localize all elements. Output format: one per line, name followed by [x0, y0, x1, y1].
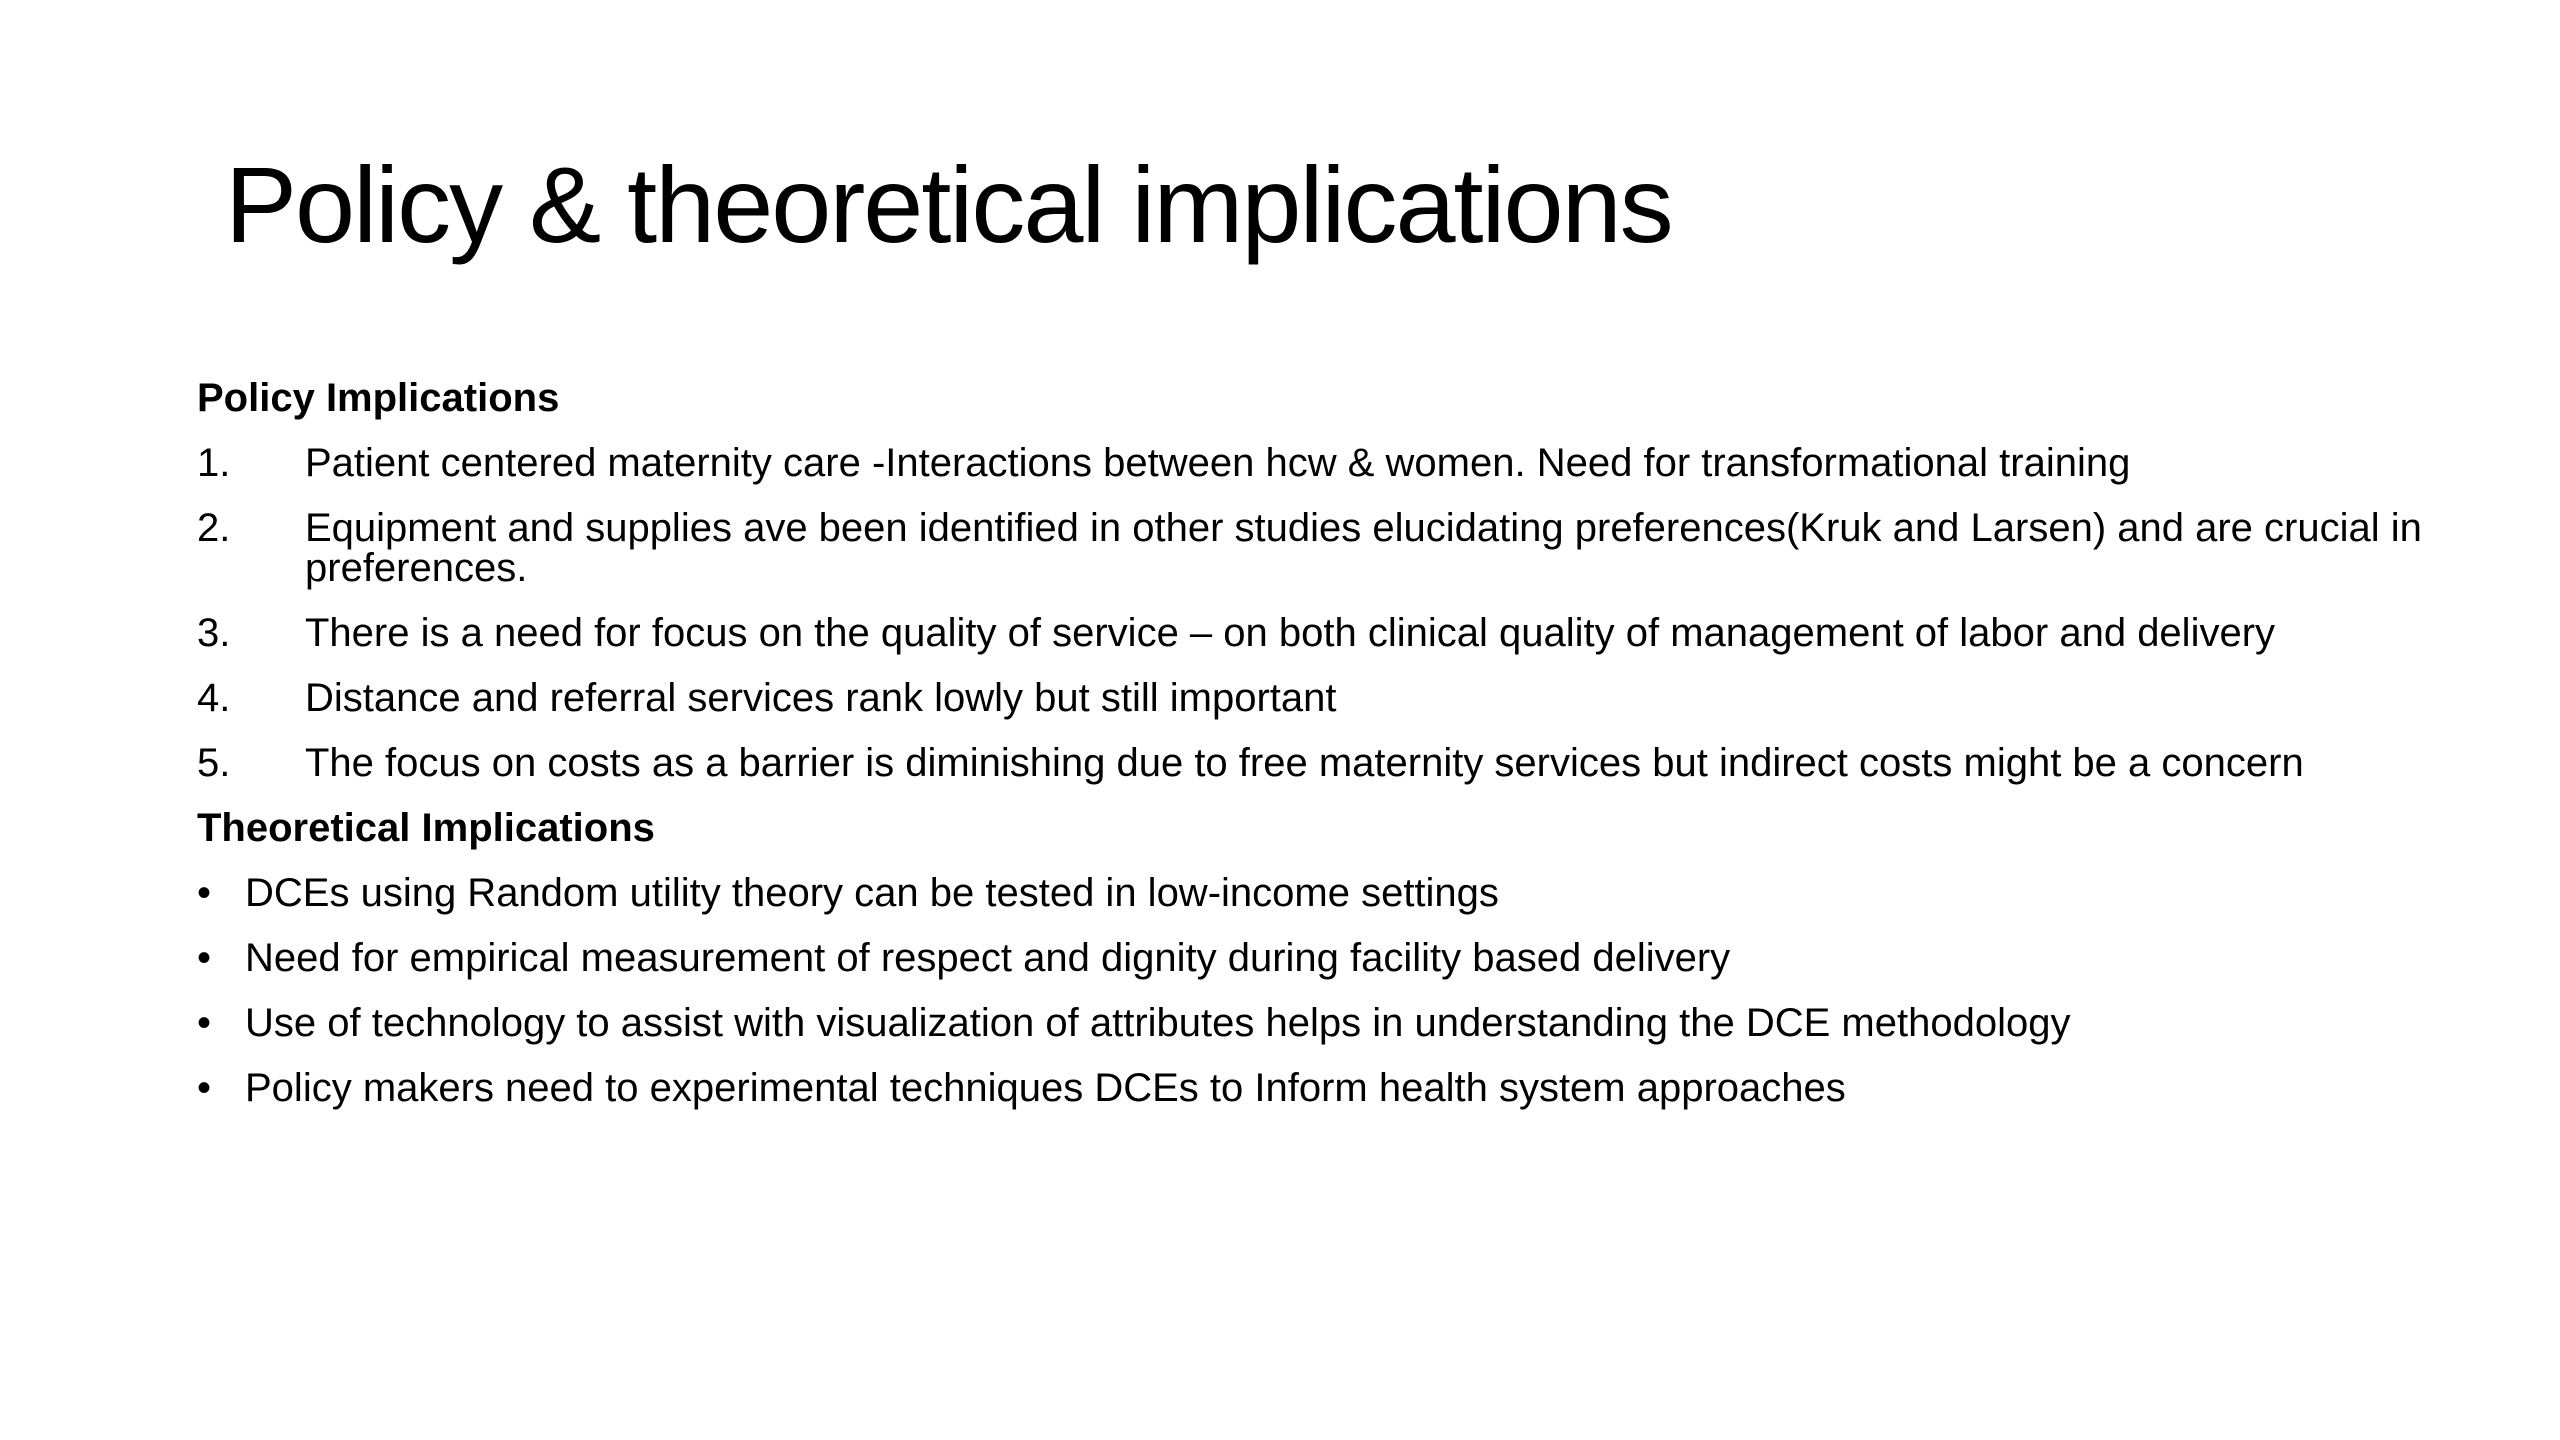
list-item-text: The focus on costs as a barrier is diminishing due to free maternity services but indirect costs might be a concern [305, 741, 2304, 785]
theoretical-implications-heading: Theoretical Implications [197, 806, 655, 850]
list-number: 1. [197, 441, 231, 485]
slide-content [197, 378, 2437, 1133]
list-item-text: Need for empirical measurement of respect and dignity during facility based delivery [245, 936, 1731, 980]
policy-implications-list [197, 443, 2437, 783]
list-number: 3. [197, 611, 231, 655]
bullet-icon: • [197, 871, 212, 915]
list-number: 5. [197, 741, 231, 785]
list-item [197, 678, 2437, 718]
list-number: 4. [197, 676, 231, 720]
list-item-text: DCEs using Random utility theory can be tested in low-income settings [245, 871, 1499, 915]
bullet-icon: • [197, 936, 212, 980]
list-item [197, 873, 2437, 913]
bullet-icon: • [197, 1066, 212, 1110]
list-item [197, 613, 2437, 653]
list-item-text: Use of technology to assist with visualization of attributes helps in understanding the DCE methodology [245, 1001, 2071, 1045]
list-item [197, 443, 2437, 483]
bullet-icon: • [197, 1001, 212, 1045]
slide-title: Policy & theoretical implications [225, 144, 1672, 265]
list-item [197, 1003, 2437, 1043]
list-item [197, 743, 2437, 783]
list-number: 2. [197, 506, 231, 550]
policy-implications-heading: Policy Implications [197, 376, 560, 420]
list-item [197, 1068, 2437, 1108]
list-item-text: Distance and referral services rank lowly but still important [305, 676, 1337, 720]
list-item-text: Patient centered maternity care -Interactions between hcw & women. Need for transformational training [305, 441, 2131, 485]
list-item-text: Policy makers need to experimental techniques DCEs to Inform health system approaches [245, 1066, 1846, 1110]
list-item [197, 508, 2437, 588]
list-item-text: There is a need for focus on the quality of service – on both clinical quality of management of labor and delivery [305, 611, 2276, 655]
theoretical-implications-list [197, 873, 2437, 1108]
list-item-text: Equipment and supplies ave been identified in other studies elucidating preferences(Kruk and Larsen) and are crucial in preferences. [305, 506, 2422, 590]
list-item [197, 938, 2437, 978]
